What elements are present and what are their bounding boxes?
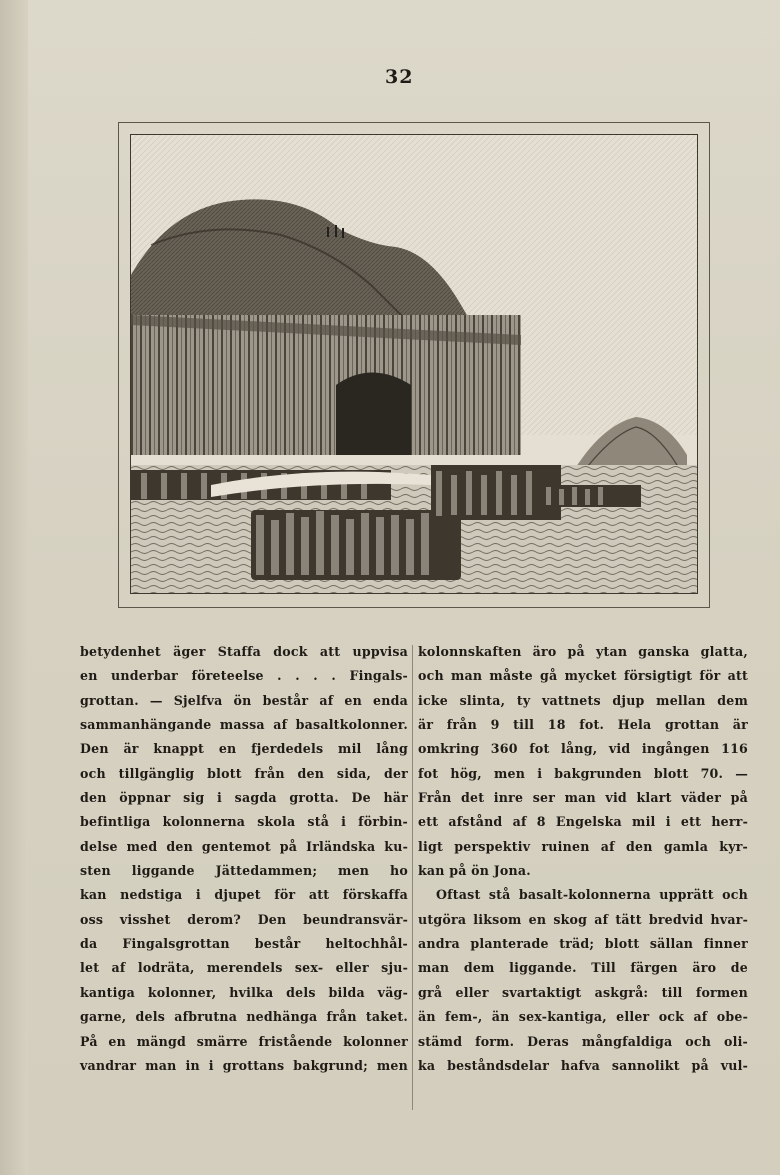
fingals-cave-illustration — [131, 135, 697, 593]
text-line: än fem-, än sex-kantiga, eller ock af obe- — [418, 1009, 748, 1025]
text-line: ett afstånd af 8 Engelska mil i ett herr- — [418, 814, 748, 830]
text-line: och man måste gå mycket försigtigt för att — [418, 668, 748, 684]
text-line: grottan. — Sjelfva ön består af en enda — [80, 692, 408, 708]
page-number: 32 — [385, 66, 414, 88]
text-line: stämd form. Deras mångfaldiga och oli- — [418, 1033, 748, 1049]
text-line: sten liggande Jättedammen; men ho — [80, 863, 408, 879]
left-text-column — [80, 640, 408, 1078]
text-line: kantiga kolonner, hvilka dels bilda väg- — [80, 984, 408, 1000]
text-line: befintliga kolonnerna skola stå i förbin- — [80, 814, 408, 830]
text-line: ka beståndsdelar hafva sannolikt på vul- — [418, 1057, 748, 1073]
text-line: Oftast stå basalt-kolonnerna upprätt och — [436, 887, 748, 903]
illustration-frame — [130, 134, 698, 594]
text-line: grå eller svartaktigt askgrå: till formen — [418, 984, 748, 1000]
right-text-column — [418, 640, 748, 1078]
page-gutter-shadow — [0, 0, 28, 1175]
text-line: da Fingalsgrottan består heltochhål- — [80, 936, 408, 952]
text-line: och tillgänglig blott från den sida, der — [80, 765, 408, 781]
text-line: den öppnar sig i sagda grotta. De här — [80, 790, 408, 806]
text-line: Den är knappt en fjerdedels mil lång — [80, 741, 408, 757]
text-line: en underbar företeelse . . . . Fingals- — [80, 668, 408, 684]
text-line: delse med den gentemot på Irländska ku- — [80, 838, 408, 854]
text-line: kan nedstiga i djupet för att förskaffa — [80, 887, 408, 903]
text-line: andra planterade träd; blott sällan finner — [418, 936, 748, 952]
text-line: oss visshet derom? Den beundransvär- — [80, 911, 408, 927]
text-line: ligt perspektiv ruinen af den gamla kyr- — [418, 838, 748, 854]
text-line: man dem liggande. Till färgen äro de — [418, 960, 748, 976]
text-line: På en mängd smärre fristående kolonner — [80, 1033, 408, 1049]
text-line: är från 9 till 18 fot. Hela grottan är — [418, 717, 748, 733]
text-line: let af lodräta, merendels sex- eller sju- — [80, 960, 408, 976]
text-line: utgöra liksom en skog af tätt bredvid hvar- — [418, 911, 748, 927]
text-line: fot hög, men i bakgrunden blott 70. — — [418, 765, 748, 781]
text-line: icke slinta, ty vattnets djup mellan dem — [418, 692, 748, 708]
text-line: omkring 360 fot lång, vid ingången 116 — [418, 741, 748, 757]
text-line: sammanhängande massa af basaltkolonner. — [80, 717, 408, 733]
text-line: kolonnskaften äro på ytan ganska glatta, — [418, 644, 748, 659]
text-line: betydenhet äger Staffa dock att uppvisa — [80, 644, 408, 659]
text-line: vandrar man in i grottans bakgrund; men — [80, 1057, 408, 1073]
text-line: kan på ön Jona. — [418, 863, 531, 879]
column-divider — [412, 645, 413, 1110]
text-line: garne, dels afbrutna nedhänga från taket. — [80, 1009, 408, 1025]
text-line: Från det inre ser man vid klart väder på — [418, 790, 748, 806]
